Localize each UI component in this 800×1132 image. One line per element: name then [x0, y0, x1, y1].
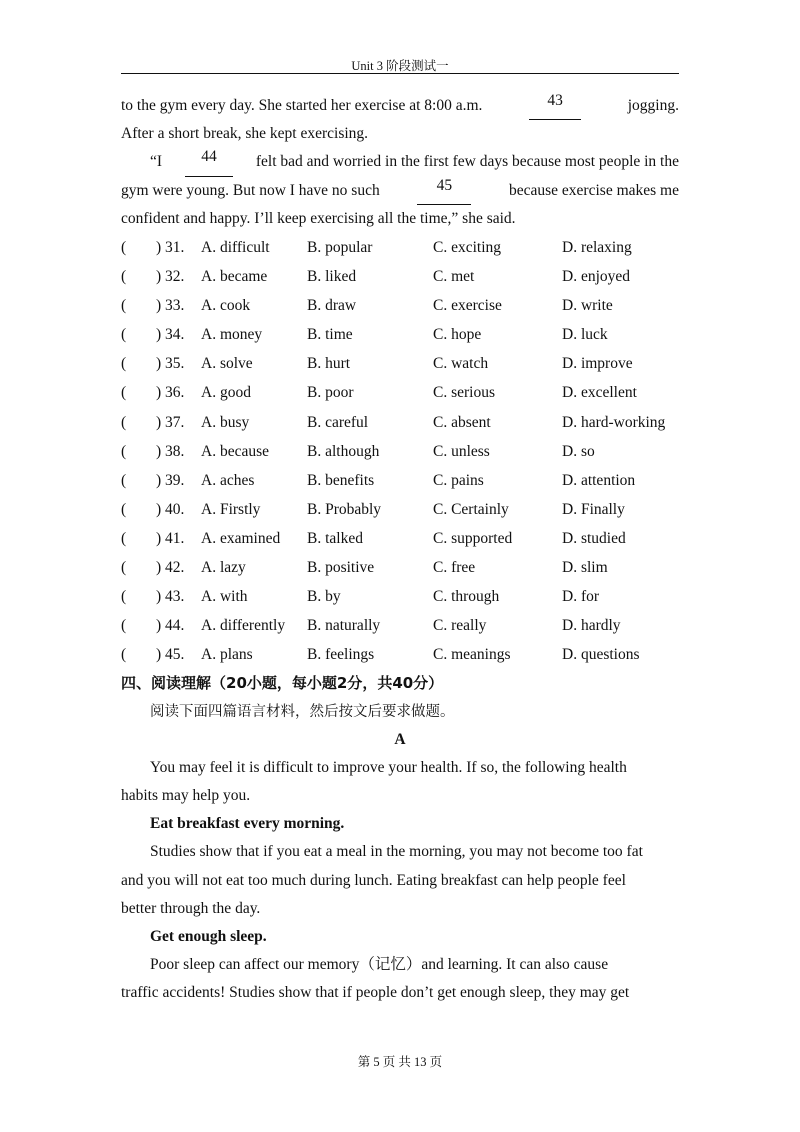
- answer-paren-open[interactable]: (: [121, 297, 127, 315]
- option-a: A. with: [201, 588, 248, 606]
- option-c: C. Certainly: [433, 500, 509, 518]
- option-a: A. aches: [201, 471, 255, 489]
- option-b: B. Probably: [307, 500, 382, 518]
- question-list: [121, 233, 679, 669]
- answer-paren-close: ): [156, 326, 162, 344]
- option-c: C. really: [433, 617, 487, 635]
- passage-text: confident and happy. I’ll keep exercising all the time,” she said.: [121, 209, 516, 227]
- passage-line: and you will not eat too much during lunch. Eating breakfast can help people feel: [121, 871, 626, 889]
- question-number: 38.: [165, 442, 185, 460]
- option-b: B. time: [307, 326, 353, 344]
- option-a: A. difficult: [201, 238, 270, 256]
- answer-paren-open[interactable]: (: [121, 238, 127, 256]
- option-d: D. enjoyed: [562, 268, 631, 286]
- question-number: 33.: [165, 297, 185, 315]
- answer-paren-close: ): [156, 268, 162, 286]
- option-c: C. watch: [433, 355, 489, 373]
- option-b: B. naturally: [307, 617, 381, 635]
- answer-paren-close: ): [156, 238, 162, 256]
- answer-paren-close: ): [156, 617, 162, 635]
- option-d: D. hard-working: [562, 413, 666, 431]
- answer-paren-open[interactable]: (: [121, 617, 127, 635]
- option-c: C. exercise: [433, 297, 502, 315]
- option-d: D. studied: [562, 529, 626, 547]
- option-a: A. Firstly: [201, 500, 261, 518]
- subheading: Eat breakfast every morning.: [150, 815, 345, 833]
- answer-paren-open[interactable]: (: [121, 413, 127, 431]
- option-c: C. absent: [433, 413, 491, 431]
- question-row: [121, 437, 679, 466]
- option-c: C. unless: [433, 442, 490, 460]
- passage-line: You may feel it is difficult to improve your health. If so, the following health: [150, 758, 627, 776]
- section-heading: 四、阅读理解（20小题，每小题2分，共40分）: [121, 674, 444, 693]
- option-a: A. cook: [201, 297, 251, 315]
- page-header: Unit 3 阶段测试一: [351, 59, 449, 73]
- question-number: 45.: [165, 646, 185, 664]
- answer-paren-open[interactable]: (: [121, 268, 127, 286]
- passage-text: gym were young. But now I have no such: [121, 181, 380, 199]
- answer-paren-close: ): [156, 442, 162, 460]
- page-footer: 第 5 页 共 13 页: [357, 1055, 443, 1069]
- answer-paren-close: ): [156, 413, 162, 431]
- question-row: [121, 553, 679, 582]
- blank-43: 43: [529, 92, 581, 120]
- answer-paren-open[interactable]: (: [121, 355, 127, 373]
- answer-paren-close: ): [156, 588, 162, 606]
- answer-paren-open[interactable]: (: [121, 384, 127, 402]
- question-number: 36.: [165, 384, 185, 402]
- passage-text: jogging.: [627, 97, 679, 114]
- answer-paren-close: ): [156, 297, 162, 315]
- section-instruction: 阅读下面四篇语言材料，然后按文后要求做题。: [150, 703, 455, 720]
- answer-paren-open[interactable]: (: [121, 646, 127, 664]
- answer-paren-close: ): [156, 529, 162, 547]
- passage-line: Poor sleep can affect our memory（记忆）and learning. It can also cause: [150, 956, 609, 974]
- question-row: [121, 582, 679, 611]
- option-d: D. for: [562, 588, 600, 606]
- answer-paren-close: ): [156, 558, 162, 576]
- option-d: D. luck: [562, 326, 608, 344]
- option-d: D. questions: [562, 646, 640, 664]
- question-row: [121, 233, 679, 262]
- passage-label: A: [394, 730, 406, 748]
- option-c: C. supported: [433, 529, 513, 547]
- option-a: A. good: [201, 384, 251, 402]
- option-a: A. differently: [201, 617, 286, 635]
- subheading: Get enough sleep.: [150, 928, 267, 946]
- option-b: B. hurt: [307, 355, 351, 373]
- option-d: D. write: [562, 297, 613, 315]
- option-d: D. hardly: [562, 617, 621, 635]
- question-row: [121, 378, 679, 407]
- passage-text: to the gym every day. She started her exercise at 8:00 a.m.: [121, 97, 483, 114]
- option-b: B. draw: [307, 297, 357, 315]
- question-number: 39.: [165, 471, 185, 489]
- option-b: B. poor: [307, 384, 354, 402]
- option-b: B. feelings: [307, 646, 375, 664]
- option-b: B. although: [307, 442, 380, 460]
- question-number: 35.: [165, 355, 185, 373]
- question-row: [121, 262, 679, 291]
- option-b: B. talked: [307, 529, 363, 547]
- passage-line: [121, 92, 679, 120]
- question-row: [121, 466, 679, 495]
- option-d: D. so: [562, 442, 595, 460]
- question-row: [121, 408, 679, 437]
- option-a: A. lazy: [201, 558, 246, 576]
- question-number: 34.: [165, 326, 185, 344]
- option-c: C. free: [433, 558, 476, 576]
- option-b: B. liked: [307, 268, 357, 286]
- passage-line: [121, 205, 679, 233]
- passage-line: better through the day.: [121, 899, 261, 917]
- question-number: 32.: [165, 268, 185, 286]
- passage-text: “I: [150, 153, 163, 171]
- passage-line: habits may help you.: [121, 787, 251, 805]
- answer-paren-open[interactable]: (: [121, 529, 127, 547]
- answer-paren-open[interactable]: (: [121, 326, 127, 344]
- option-a: A. solve: [201, 355, 253, 373]
- option-d: D. improve: [562, 355, 633, 373]
- question-row: [121, 524, 679, 553]
- option-c: C. met: [433, 268, 475, 286]
- option-b: B. careful: [307, 413, 369, 431]
- passage-text: After a short break, she kept exercising.: [121, 125, 369, 143]
- option-a: A. plans: [201, 646, 253, 664]
- question-row: [121, 291, 679, 320]
- passage-line: [121, 148, 679, 176]
- answer-paren-close: ): [156, 355, 162, 373]
- option-c: C. pains: [433, 471, 484, 489]
- question-row: [121, 495, 679, 524]
- option-a: A. became: [201, 268, 268, 286]
- passage-line: [121, 120, 679, 148]
- question-number: 44.: [165, 617, 185, 635]
- answer-paren-open[interactable]: (: [121, 471, 127, 489]
- question-row: [121, 611, 679, 640]
- question-number: 43.: [165, 588, 185, 606]
- answer-paren-open[interactable]: (: [121, 558, 127, 576]
- passage-text: felt bad and worried in the first few days because most people in the: [255, 153, 679, 171]
- option-d: D. slim: [562, 558, 608, 576]
- question-number: 40.: [165, 500, 185, 518]
- option-c: C. exciting: [433, 238, 502, 256]
- passage-line: [121, 177, 679, 205]
- question-number: 37.: [165, 413, 185, 431]
- answer-paren-open[interactable]: (: [121, 500, 127, 518]
- option-b: B. by: [307, 588, 341, 606]
- question-number: 31.: [165, 238, 185, 256]
- answer-paren-open[interactable]: (: [121, 588, 127, 606]
- option-d: D. excellent: [562, 384, 637, 402]
- option-d: D. Finally: [562, 500, 625, 518]
- option-b: B. popular: [307, 238, 373, 256]
- question-number: 42.: [165, 558, 185, 576]
- option-c: C. through: [433, 588, 500, 606]
- passage-line: Studies show that if you eat a meal in the morning, you may not become too fat: [150, 843, 643, 861]
- option-a: A. examined: [201, 529, 281, 547]
- option-a: A. because: [201, 442, 269, 460]
- answer-paren-close: ): [156, 500, 162, 518]
- passage-text: because exercise makes me: [509, 181, 679, 199]
- option-b: B. positive: [307, 558, 375, 576]
- page-content: [121, 92, 679, 1008]
- option-d: D. relaxing: [562, 238, 632, 256]
- question-row: [121, 640, 679, 669]
- passage-line: traffic accidents! Studies show that if people don’t get enough sleep, they may get: [121, 984, 630, 1002]
- option-c: C. serious: [433, 384, 495, 402]
- header-divider: [121, 73, 679, 74]
- question-number: 41.: [165, 529, 185, 547]
- option-b: B. benefits: [307, 471, 375, 489]
- answer-paren-close: ): [156, 384, 162, 402]
- question-row: [121, 320, 679, 349]
- question-row: [121, 349, 679, 378]
- answer-paren-open[interactable]: (: [121, 442, 127, 460]
- answer-paren-close: ): [156, 471, 162, 489]
- blank-44: 44: [185, 148, 233, 176]
- option-d: D. attention: [562, 471, 636, 489]
- option-a: A. money: [201, 326, 263, 344]
- blank-45: 45: [417, 177, 471, 205]
- answer-paren-close: ): [156, 646, 162, 664]
- option-a: A. busy: [201, 413, 250, 431]
- option-c: C. meanings: [433, 646, 511, 664]
- option-c: C. hope: [433, 326, 482, 344]
